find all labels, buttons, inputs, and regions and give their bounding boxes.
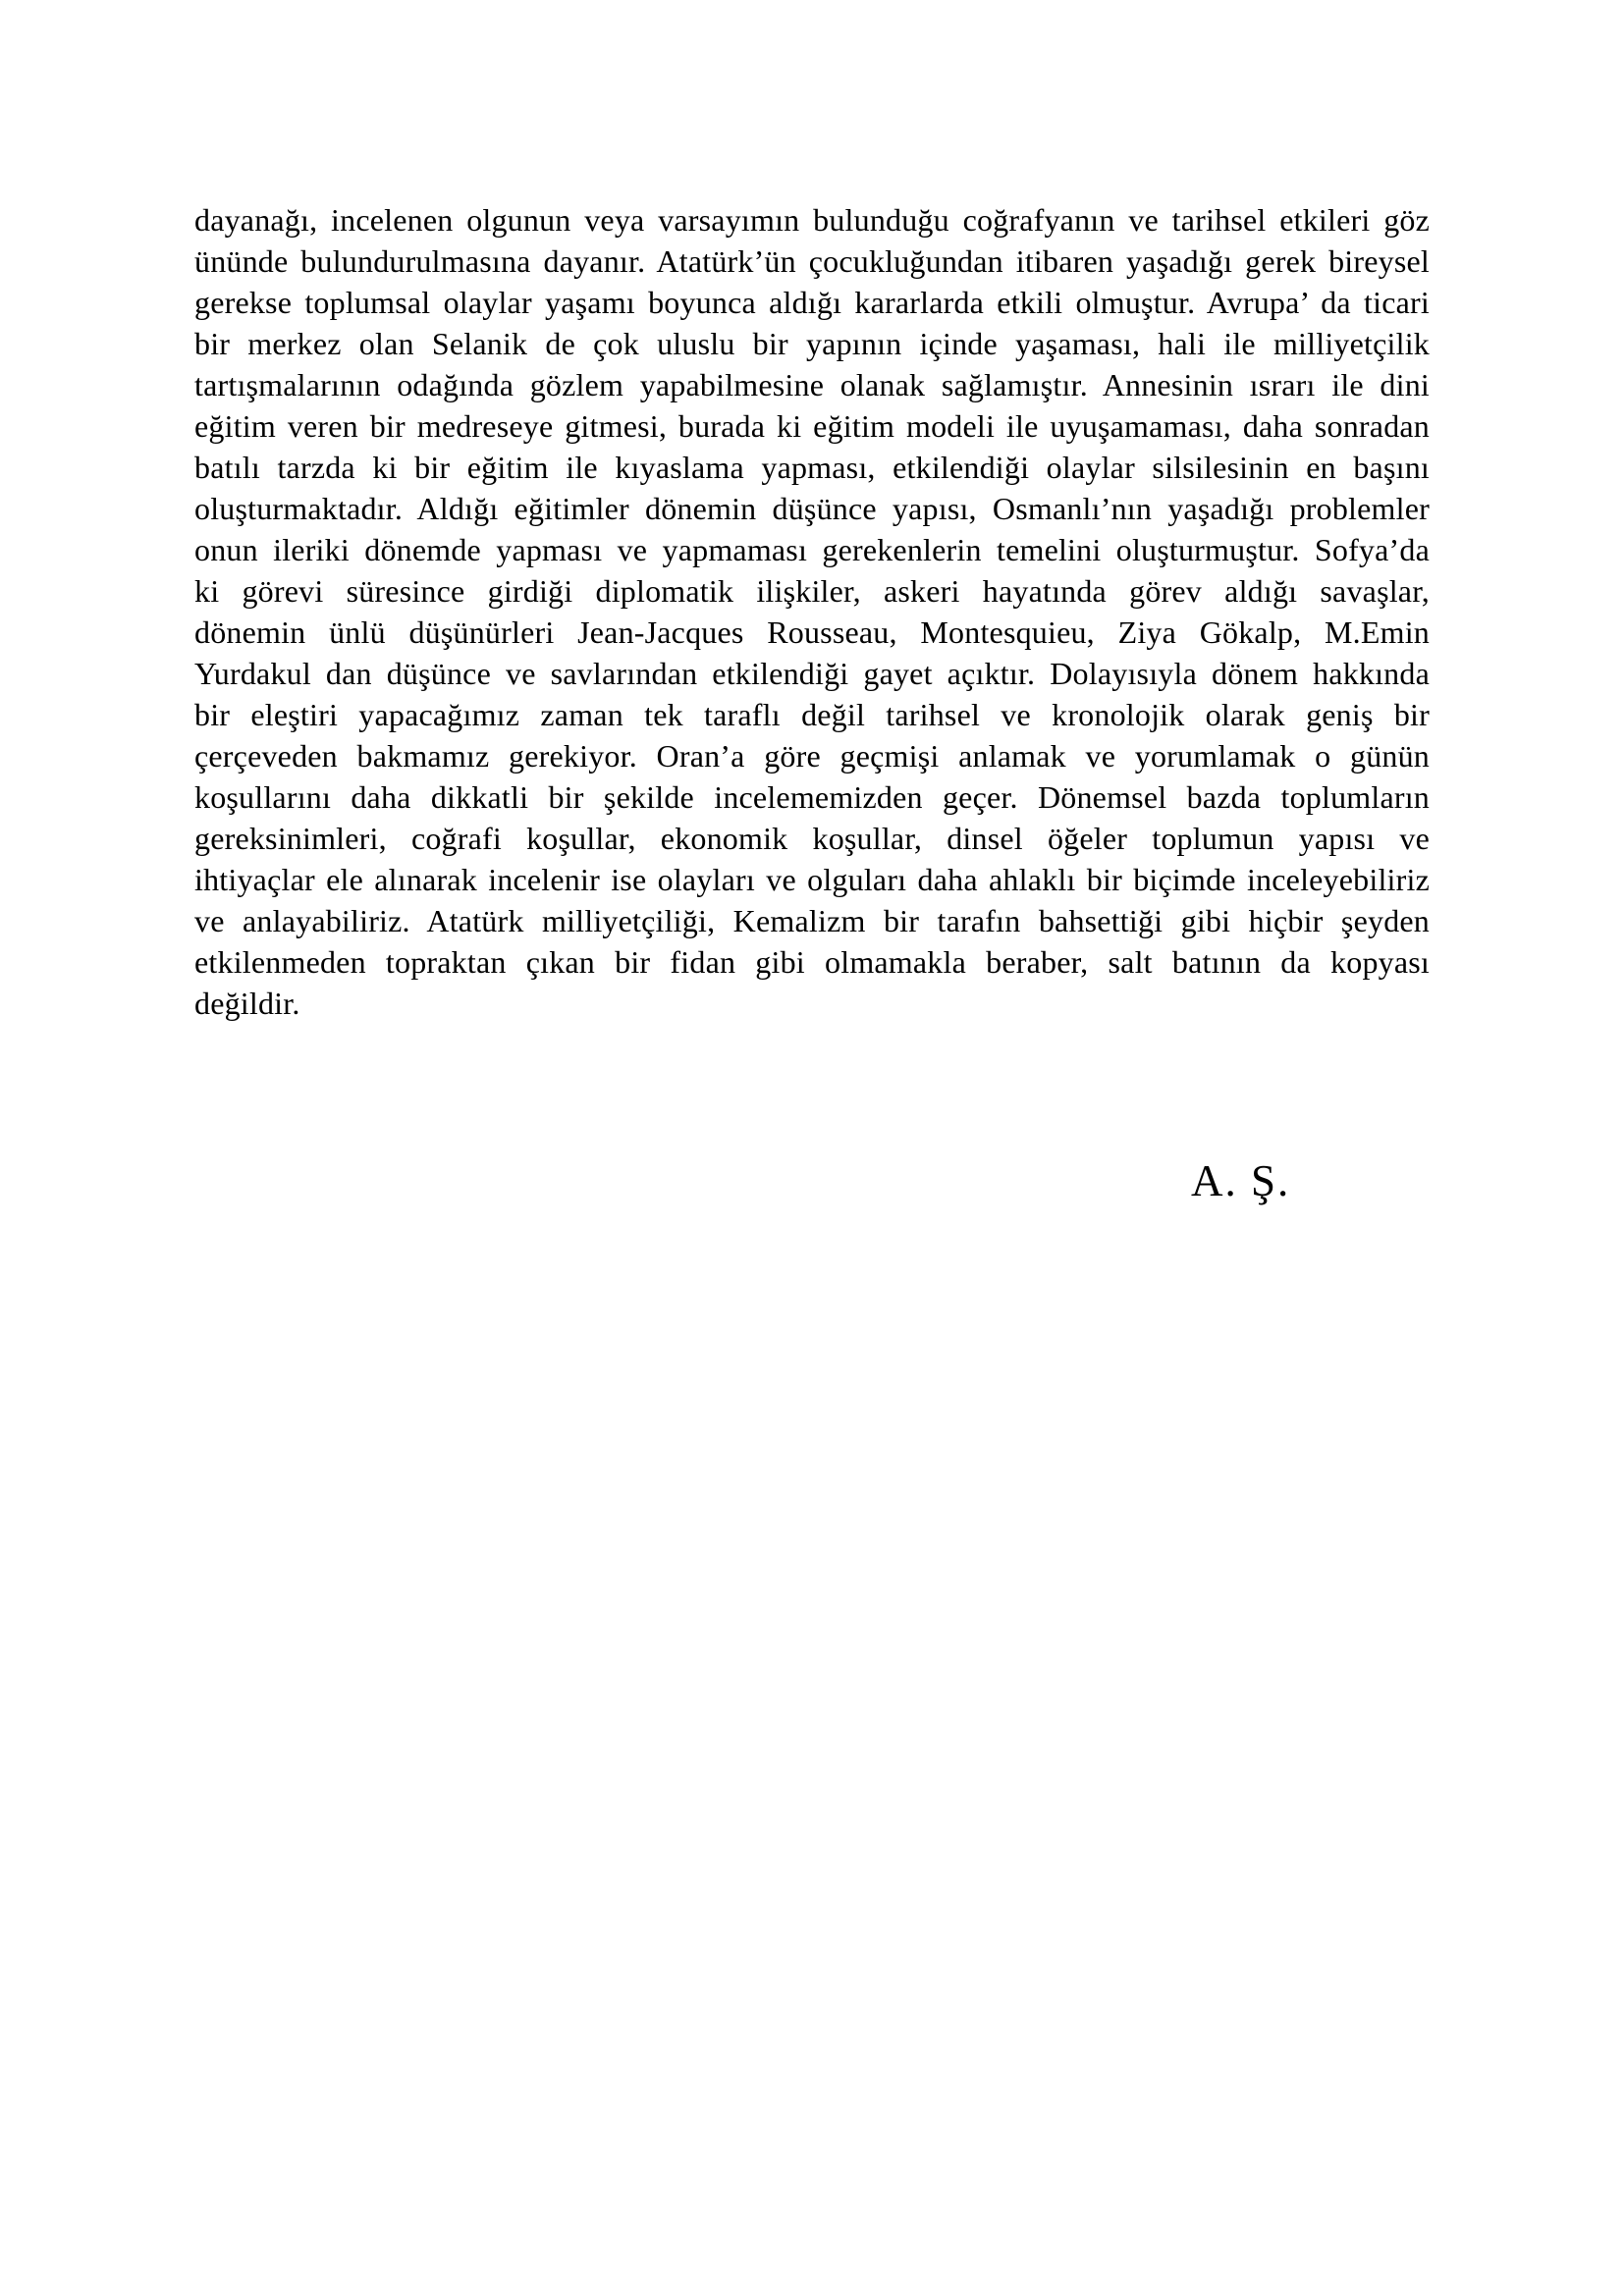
paragraph-line: batılı tarzda ki bir eğitim ile kıyaslama yapması, etkilendiği olaylar silsilesinin en başını <box>194 450 1430 485</box>
paragraph-line: gereksinimleri, coğrafi koşullar, ekonomik koşullar, dinsel öğeler toplumun yapısı ve <box>194 821 1430 856</box>
paragraph-line: bir eleştiri yapacağımız zaman tek taraflı değil tarihsel ve kronolojik olarak geniş bir <box>194 697 1430 732</box>
paragraph-line: bir merkez olan Selanik de çok uluslu bir yapının içinde yaşaması, hali ile milliyetçilik <box>194 326 1430 361</box>
paragraph-line: ki görevi süresince girdiği diplomatik ilişkiler, askeri hayatında görev aldığı savaşlar, <box>194 573 1430 609</box>
paragraph-line: çerçeveden bakmamız gerekiyor. Oran’a göre geçmişi anlamak ve yorumlamak o günün <box>194 738 1430 774</box>
paragraph-line: eğitim veren bir medreseye gitmesi, burada ki eğitim modeli ile uyuşamaması, daha sonradan <box>194 408 1430 444</box>
paragraph-line: gerekse toplumsal olaylar yaşamı boyunca aldığı kararlarda etkili olmuştur. Avrupa’ da ticari <box>194 285 1430 320</box>
paragraph-line: etkilenmeden topraktan çıkan bir fidan gibi olmamakla beraber, salt batının da kopyası <box>194 944 1430 980</box>
paragraph-line: koşullarını daha dikkatli bir şekilde incelememizden geçer. Dönemsel bazda toplumların <box>194 779 1430 815</box>
body-paragraph <box>194 199 1430 1024</box>
paragraph-line: dönemin ünlü düşünürleri Jean-Jacques Rousseau, Montesquieu, Ziya Gökalp, M.Emin <box>194 614 1430 650</box>
paragraph-line: ihtiyaçlar ele alınarak incelenir ise olayları ve olguları daha ahlaklı bir biçimde inceleyebiliriz <box>194 862 1430 897</box>
signature-initials: A. Ş. <box>1191 1156 1291 1205</box>
paragraph-line: dayanağı, incelenen olgunun veya varsayımın bulunduğu coğrafyanın ve tarihsel etkileri göz <box>194 202 1430 238</box>
paragraph-line: ve anlayabiliriz. Atatürk milliyetçiliği, Kemalizm bir tarafın bahsettiği gibi hiçbir şeyden <box>194 903 1430 938</box>
paragraph-line: onun ileriki dönemde yapması ve yapmaması gerekenlerin temelini oluşturmuştur. Sofya’da <box>194 532 1430 567</box>
paragraph-line: ününde bulundurulmasına dayanır. Atatürk’ün çocukluğundan itibaren yaşadığı gerek bireysel <box>194 243 1430 279</box>
paragraph-line: Yurdakul dan düşünce ve savlarından etkilendiği gayet açıktır. Dolayısıyla dönem hakkında <box>194 656 1430 691</box>
paragraph-line: oluşturmaktadır. Aldığı eğitimler dönemin düşünce yapısı, Osmanlı’nın yaşadığı problemler <box>194 491 1430 526</box>
paragraph-line: tartışmalarının odağında gözlem yapabilmesine olanak sağlamıştır. Annesinin ısrarı ile dini <box>194 367 1430 402</box>
paragraph-line: değildir. <box>194 986 300 1021</box>
